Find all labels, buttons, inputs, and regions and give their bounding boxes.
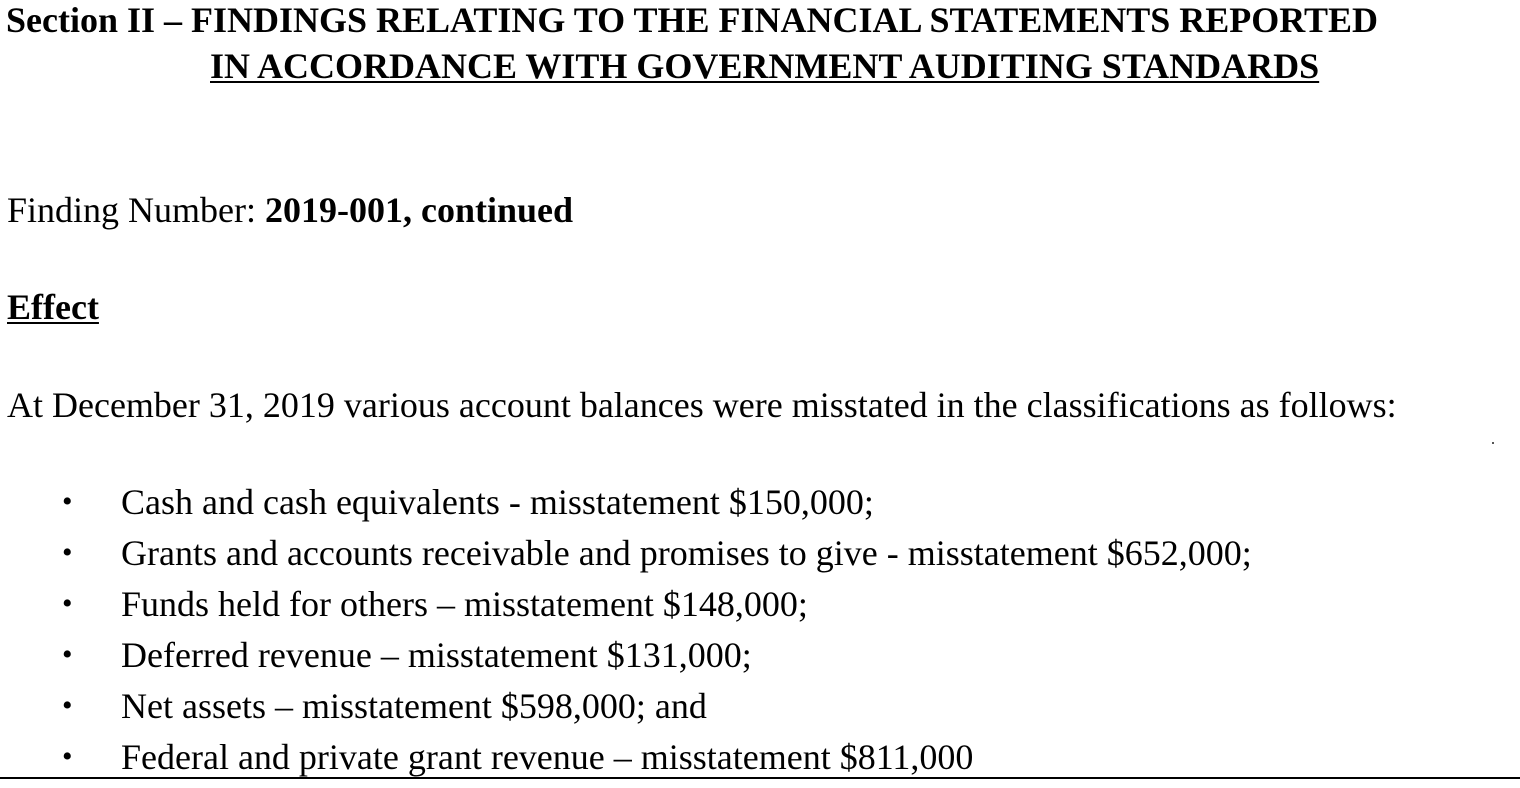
bullet-icon: • — [62, 740, 73, 773]
bullet-icon: • — [62, 587, 73, 620]
finding-number-line — [7, 190, 573, 230]
bullet-icon: • — [62, 638, 73, 671]
finding-number-label: Finding Number: — [7, 190, 265, 230]
bullet-icon: • — [62, 485, 73, 518]
list-item-text: Cash and cash equivalents - misstatement $150,000; — [121, 482, 874, 522]
list-item-text: Grants and accounts receivable and promises to give - misstatement $652,000; — [121, 533, 1252, 573]
section-heading-line-1: Section II – FINDINGS RELATING TO THE FINANCIAL STATEMENTS REPORTED — [6, 0, 1379, 40]
bullet-icon: • — [62, 536, 73, 569]
scan-speck — [1492, 442, 1494, 444]
effect-heading: Effect — [7, 287, 99, 327]
list-item-text: Funds held for others – misstatement $148,000; — [121, 584, 808, 624]
list-item-text: Net assets – misstatement $598,000; and — [121, 686, 707, 726]
effect-intro-text: At December 31, 2019 various account balances were misstated in the classifications as follows: — [7, 385, 1397, 425]
list-item-text: Deferred revenue – misstatement $131,000; — [121, 635, 752, 675]
finding-number-value: 2019-001, continued — [265, 190, 574, 230]
bullet-icon: • — [62, 689, 73, 722]
section-heading-line-2: IN ACCORDANCE WITH GOVERNMENT AUDITING STANDARDS — [210, 46, 1320, 86]
list-item-text: Federal and private grant revenue – misstatement $811,000 — [121, 737, 974, 777]
page-bottom-rule — [0, 777, 1520, 779]
